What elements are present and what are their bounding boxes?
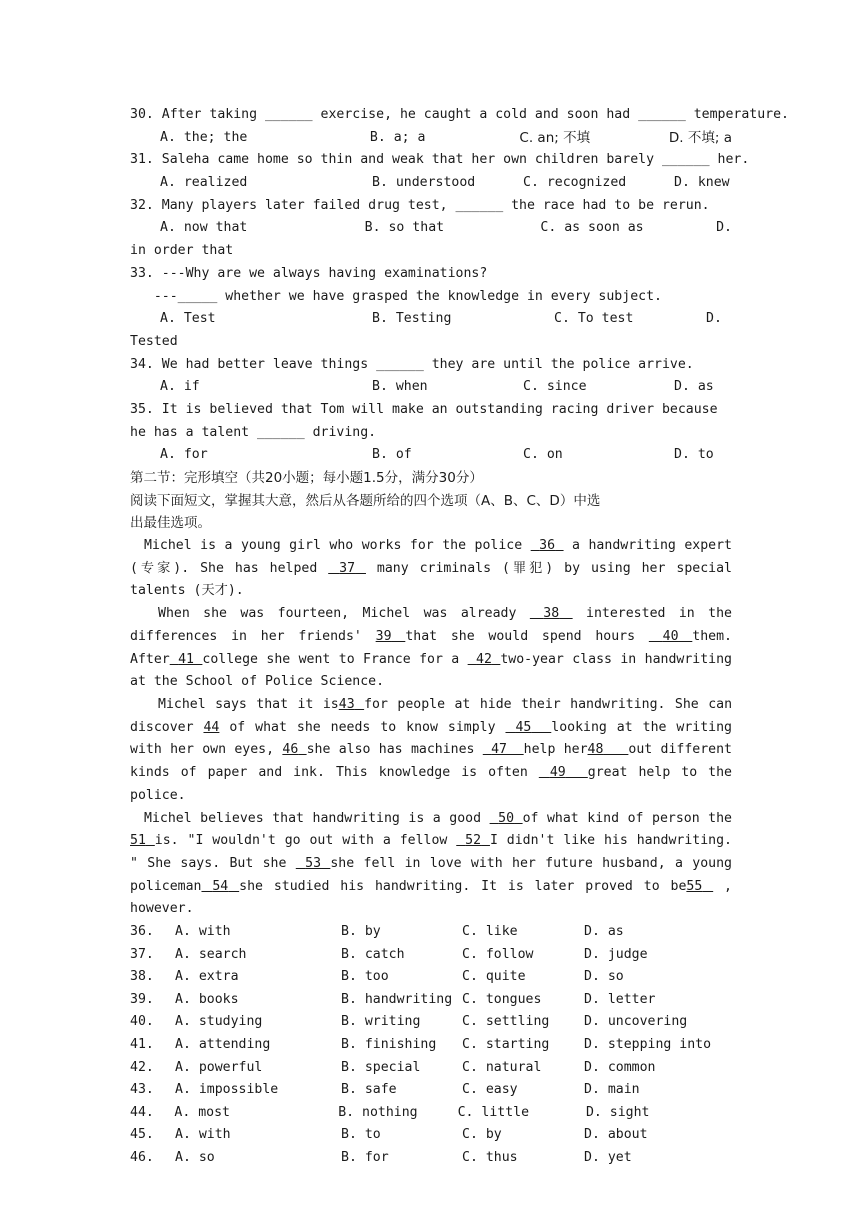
question-32-option-d-text: in order that bbox=[130, 243, 234, 259]
blank-51: 51 bbox=[130, 833, 146, 849]
blank-36: 36 bbox=[539, 538, 556, 554]
question-34-stem: 34. We had better leave things ______ they are until the police arrive. bbox=[130, 356, 694, 372]
blank-49: 49 bbox=[549, 765, 566, 781]
blank-46: 46 bbox=[282, 742, 299, 758]
question-34-options bbox=[130, 376, 732, 399]
exam-page bbox=[130, 104, 789, 1170]
option-a: A. for bbox=[160, 447, 208, 463]
question-30-stem: 30. After taking ______ exercise, he caught a cold and soon had ______ temperature. bbox=[130, 107, 789, 122]
option-d: D. bbox=[706, 311, 722, 327]
question-32-stem: 32. Many players later failed drug test, ______ the race had to be rerun. bbox=[130, 197, 710, 213]
passage-paragraph-2: When she was fourteen, Michel was already 38 interested in the differences in her friends' 39 that she would spend hours 40 them. After 41 college she went to France for a 42 two-year class in handwriting at the School of Police Science. bbox=[130, 606, 732, 690]
option-d: D. to bbox=[674, 447, 714, 463]
section-instruction-cont: 出最佳选项。 bbox=[130, 515, 211, 532]
cloze-row-38: 38. A. extra B. too C. quite D. so bbox=[130, 969, 624, 985]
question-33-options bbox=[130, 308, 732, 331]
option-d: D. as bbox=[674, 379, 714, 395]
question-31-stem: 31. Saleha came home so thin and weak that her own children barely ______ her. bbox=[130, 152, 750, 168]
option-a: A. now that bbox=[160, 220, 248, 236]
section-heading: 第二节：完形填空（共20小题；每小题1.5分，满分30分） bbox=[130, 470, 483, 487]
option-b: B. so that bbox=[364, 220, 445, 236]
blank-39: 39 bbox=[375, 628, 392, 644]
blank-55: 55 bbox=[686, 878, 703, 894]
cloze-row-37: 37. A. search B. catch C. follow D. judge bbox=[130, 946, 648, 962]
option-b: B. when bbox=[372, 379, 428, 395]
question-35-stem: 35. It is believed that Tom will make an outstanding racing driver because he has a talent ______ driving. bbox=[130, 401, 718, 440]
option-c: C. an; 不填 bbox=[519, 129, 591, 146]
blank-42: 42 bbox=[476, 651, 492, 667]
option-c: C. since bbox=[523, 379, 587, 395]
question-33-response: ---_____ whether we have grasped the knowledge in every subject. bbox=[130, 288, 662, 304]
blank-52: 52 bbox=[465, 833, 482, 849]
blank-45: 45 bbox=[515, 719, 532, 735]
option-d: D. knew bbox=[674, 175, 730, 191]
cloze-row-46: 46. A. so B. for C. thus D. yet bbox=[130, 1149, 632, 1165]
section-instruction: 阅读下面短文，掌握其大意，然后从各题所给的四个选项（A、B、C、D）中选 bbox=[130, 492, 601, 509]
cloze-row-43: 43. A. impossible B. safe C. easy D. main bbox=[130, 1082, 640, 1098]
option-c: C. on bbox=[523, 447, 563, 463]
option-a: A. realized bbox=[160, 175, 248, 191]
question-35-options bbox=[130, 444, 732, 467]
cloze-row-45: 45. A. with B. to C. by D. about bbox=[130, 1127, 648, 1143]
cloze-options bbox=[130, 921, 732, 1170]
cloze-row-42: 42. A. powerful B. special C. natural D. common bbox=[130, 1059, 656, 1075]
option-b: B. of bbox=[372, 447, 412, 463]
option-b: B. Testing bbox=[372, 311, 452, 327]
passage-paragraph-4: Michel believes that handwriting is a good 50 of what kind of person the 51 is. "I wouldn't go out with a fellow 52 I didn't like his handwriting. " She says. But she 53 she fell in love with her future husband, a young policeman 54 she studied his handwriting. It is later proved to be55 , however. bbox=[130, 810, 732, 917]
blank-50: 50 bbox=[498, 810, 515, 826]
blank-53: 53 bbox=[305, 855, 322, 871]
option-c: C. To test bbox=[554, 311, 634, 327]
cloze-row-40: 40. A. studying B. writing C. settling D. uncovering bbox=[130, 1014, 688, 1030]
cloze-row-36: 36. A. with B. by C. like D. as bbox=[130, 924, 624, 940]
cloze-row-44: 44. A. most B. nothing C. little D. sight bbox=[130, 1104, 650, 1120]
option-b: B. understood bbox=[372, 175, 476, 191]
cloze-row-39: 39. A. books B. handwriting C. tongues D. letter bbox=[130, 991, 656, 1007]
question-30-options bbox=[130, 127, 732, 150]
blank-48: 48 bbox=[587, 742, 604, 758]
option-c: C. as soon as bbox=[540, 220, 644, 236]
blank-54: 54 bbox=[212, 878, 229, 894]
blank-41: 41 bbox=[178, 651, 194, 667]
option-d: D. 不填; a bbox=[668, 129, 732, 146]
blank-43: 43 bbox=[338, 697, 355, 712]
passage-paragraph-3: Michel says that it is43 for people at hide their handwriting. She can discover 44 of what she needs to know simply 45 looking at the writing with her own eyes, 46 she also has machines 47 help her48 out different kinds of paper and ink. This knowledge is often 49 great help to the police. bbox=[130, 697, 733, 803]
blank-37: 37 bbox=[339, 560, 356, 576]
passage-paragraph-1: Michel is a young girl who works for the police 36 a handwriting expert (专家). She has helped 37 many criminals (罪犯) by using her special talents (天才). bbox=[130, 538, 732, 599]
blank-38: 38 bbox=[543, 606, 560, 622]
option-c: C. recognized bbox=[523, 175, 627, 191]
option-b: B. a; a bbox=[369, 129, 426, 145]
blank-40: 40 bbox=[662, 628, 679, 644]
option-a: A. if bbox=[160, 379, 200, 395]
blank-44: 44 bbox=[203, 719, 220, 735]
question-32-options bbox=[130, 217, 732, 240]
question-33-stem: 33. ---Why are we always having examinations? bbox=[130, 265, 488, 281]
option-a: A. Test bbox=[160, 311, 216, 327]
option-a: A. the; the bbox=[160, 129, 248, 145]
question-33-option-d-text: Tested bbox=[130, 333, 178, 349]
question-31-options bbox=[130, 172, 732, 195]
option-d: D. bbox=[716, 220, 732, 236]
blank-47: 47 bbox=[491, 742, 507, 758]
cloze-row-41: 41. A. attending B. finishing C. starting D. stepping into bbox=[130, 1037, 712, 1052]
